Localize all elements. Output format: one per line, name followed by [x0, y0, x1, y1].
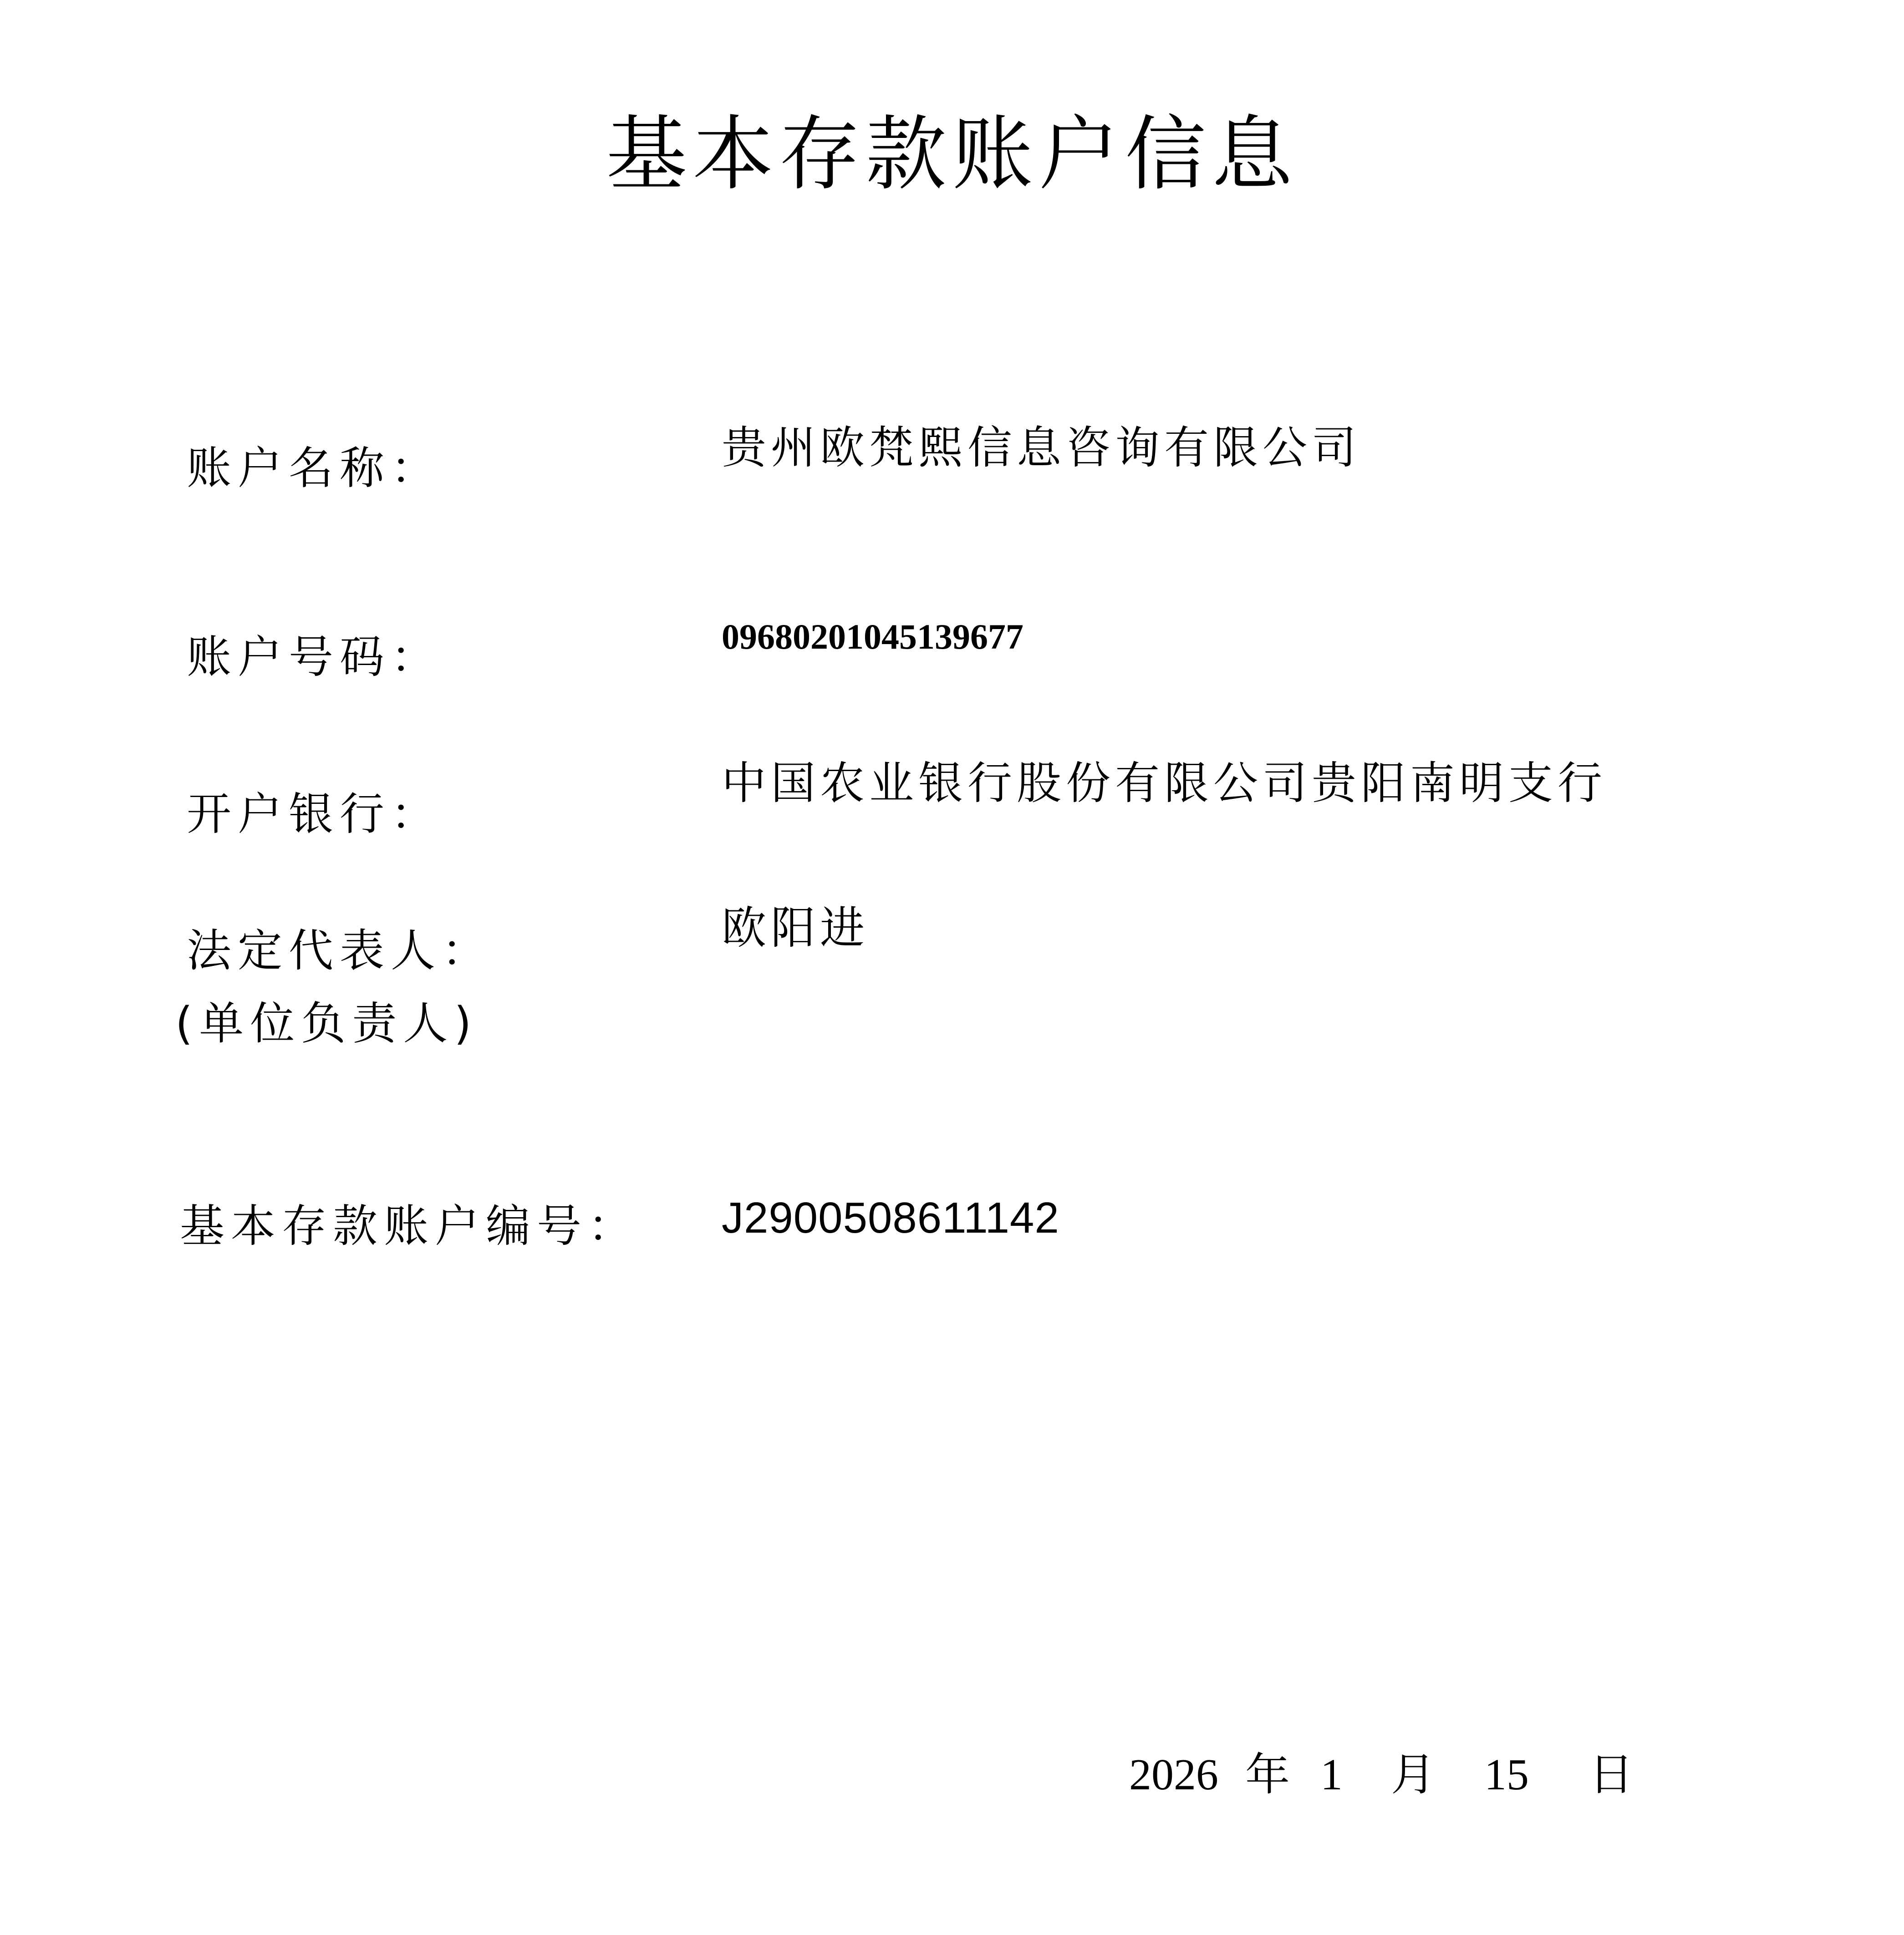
account-name-value: 贵州欧梵熙信息咨询有限公司 — [722, 422, 1361, 474]
account-number-value: 09680201045139677 — [722, 617, 1023, 656]
bank-label: 开户银行： — [187, 788, 442, 840]
date-year-unit: 年 — [1245, 1749, 1290, 1801]
date-day: 15 — [1484, 1750, 1529, 1799]
account-number-label: 账户号码： — [187, 631, 442, 683]
date-day-unit: 日 — [1589, 1749, 1634, 1801]
document-title: 基本存款账户信息 — [606, 107, 1298, 201]
legal-rep-sublabel: (单位负责人) — [175, 998, 478, 1050]
legal-rep-value: 欧阳进 — [722, 902, 870, 954]
date-month-unit: 月 — [1391, 1749, 1436, 1801]
account-name-label: 账户名称： — [187, 442, 442, 494]
basic-account-no-value: J2900508611142 — [722, 1194, 1059, 1242]
legal-rep-label: 法定代表人： — [187, 925, 493, 977]
basic-account-no-label: 基本存款账户编号： — [180, 1200, 639, 1252]
date-year: 2026 — [1129, 1750, 1218, 1799]
bank-value: 中国农业银行股份有限公司贵阳南明支行 — [722, 757, 1607, 809]
date-month: 1 — [1320, 1750, 1343, 1799]
